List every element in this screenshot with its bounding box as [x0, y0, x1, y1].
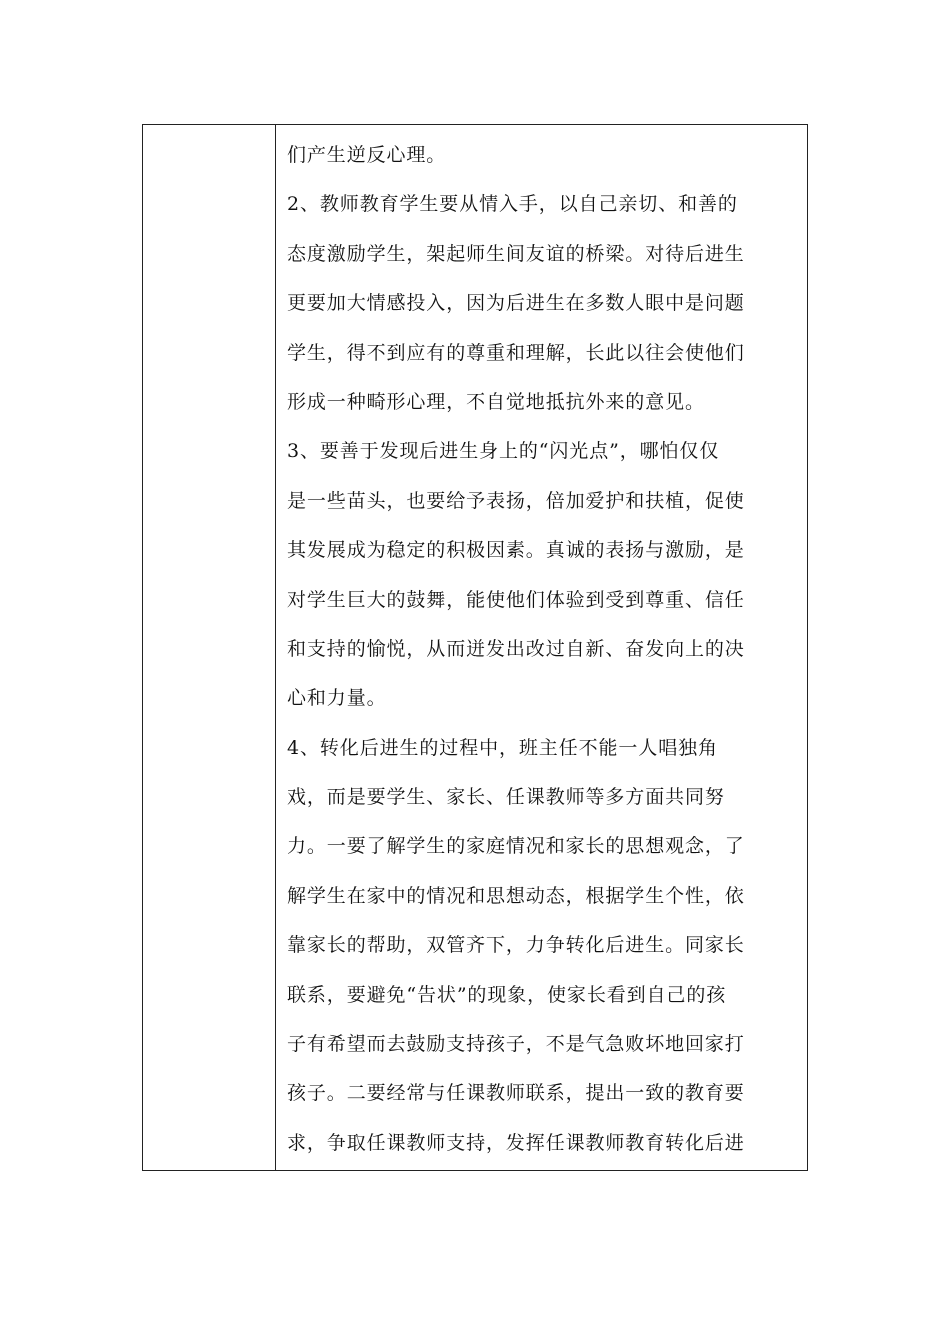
text-line: 4、转化后进生的过程中，班主任不能一人唱独角 — [287, 736, 718, 759]
text-line: 2、教师教育学生要从情入手，以自己亲切、和善的 — [287, 193, 738, 216]
text-line: 孩子。二要经常与任课教师联系，提出一致的教育要 — [287, 1082, 745, 1105]
text-line: 靠家长的帮助，双管齐下，力争转化后进生。同家长 — [287, 934, 745, 957]
table-right-cell — [276, 125, 807, 1170]
text-line: 其发展成为稳定的积极因素。真诚的表扬与激励，是 — [287, 539, 745, 562]
text-line: 求，争取任课教师支持，发挥任课教师教育转化后进 — [287, 1131, 745, 1154]
text-line: 是一些苗头，也要给予表扬，倍加爱护和扶植，促使 — [287, 489, 745, 512]
text-line: 子有希望而去鼓励支持孩子，不是气急败坏地回家打 — [287, 1033, 745, 1056]
text-line: 学生，得不到应有的尊重和理解，长此以往会使他们 — [287, 341, 745, 364]
text-line: 态度激励学生，架起师生间友谊的桥梁。对待后进生 — [287, 242, 745, 265]
text-line: 和支持的愉悦，从而迸发出改过自新、奋发向上的决 — [287, 637, 745, 660]
table-left-cell — [143, 125, 276, 1170]
text-line: 形成一种畸形心理，不自觉地抵抗外来的意见。 — [287, 390, 705, 413]
text-line: 力。一要了解学生的家庭情况和家长的思想观念，了 — [287, 835, 745, 858]
text-line: 更要加大情感投入，因为后进生在多数人眼中是问题 — [287, 292, 745, 315]
text-line: 对学生巨大的鼓舞，能使他们体验到受到尊重、信任 — [287, 588, 745, 611]
text-line: 心和力量。 — [287, 687, 387, 710]
text-line: 解学生在家中的情况和思想动态，根据学生个性，依 — [287, 884, 745, 907]
content-table — [142, 124, 808, 1171]
text-line: 们产生逆反心理。 — [287, 144, 447, 166]
body-text — [287, 131, 803, 1168]
text-line: 戏，而是要学生、家长、任课教师等多方面共同努 — [287, 786, 725, 809]
text-line: 3、要善于发现后进生身上的“闪光点”，哪怕仅仅 — [287, 440, 720, 463]
text-line: 联系，要避免“告状”的现象，使家长看到自己的孩 — [287, 983, 727, 1006]
